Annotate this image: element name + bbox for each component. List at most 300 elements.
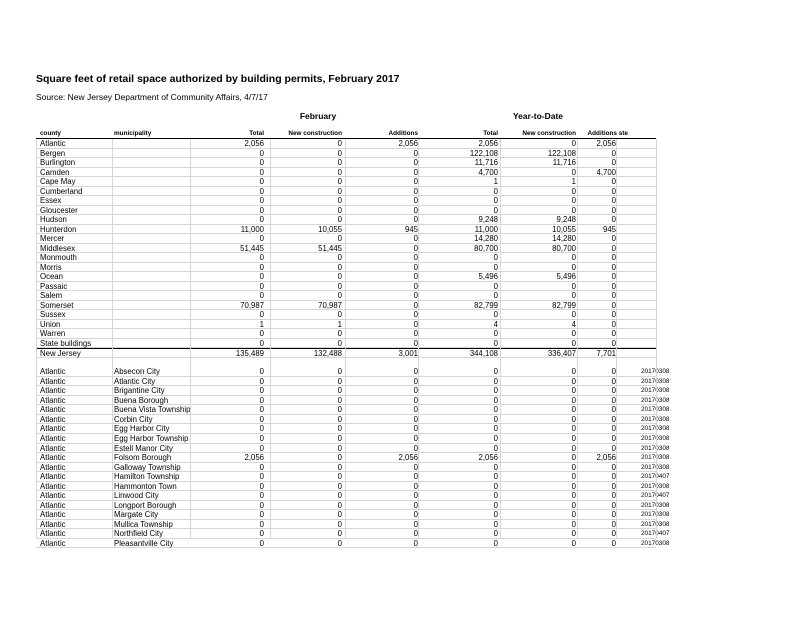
cell-ytd-additions: 2,056 <box>596 453 616 463</box>
table-row <box>36 510 670 520</box>
table-row <box>36 263 656 273</box>
cell-ytd-additions: 0 <box>611 510 616 520</box>
cell-ytd-new-construction: 0 <box>571 491 576 501</box>
cell-total: 0 <box>259 538 264 548</box>
col-header-additions: Additions <box>388 130 418 137</box>
cell-date-code: 20170308 <box>641 539 670 547</box>
cell-new-construction: 0 <box>337 395 342 405</box>
cell-municipality: Corbin City <box>114 414 153 424</box>
cell-county: Cumberland <box>40 186 83 196</box>
table-row <box>36 215 656 225</box>
cell-ytd-new-construction: 0 <box>571 529 576 539</box>
cell-ytd-total: 0 <box>493 491 498 501</box>
table-row <box>36 196 656 206</box>
table-row <box>36 433 670 444</box>
cell-total: 0 <box>259 148 264 158</box>
cell-county: Essex <box>40 196 62 206</box>
cell-date-code: 20170308 <box>641 463 670 471</box>
cell-county: Hunterdon <box>40 224 77 234</box>
cell-new-construction: 0 <box>337 424 342 434</box>
cell-additions: 0 <box>413 310 418 320</box>
cell-total: 0 <box>259 519 264 529</box>
cell-additions: 0 <box>413 281 418 291</box>
cell-ytd-new-construction: 1 <box>571 177 576 187</box>
cell-total: 70,987 <box>240 300 264 310</box>
cell-date-code: 20170308 <box>641 511 670 519</box>
cell-ytd-new-construction: 0 <box>571 462 576 472</box>
cell-county: Atlantic <box>40 386 66 396</box>
cell-ytd-total: 0 <box>493 329 498 339</box>
cell-new-construction: 0 <box>337 510 342 520</box>
table-row <box>36 272 656 282</box>
cell-additions: 0 <box>413 405 418 415</box>
cell-ytd-total: 0 <box>493 310 498 320</box>
cell-ytd-additions: 7,701 <box>596 349 616 359</box>
cell-ytd-total: 0 <box>493 538 498 548</box>
cell-new-construction: 0 <box>337 500 342 510</box>
cell-ytd-total: 0 <box>493 462 498 472</box>
cell-municipality: Hamilton Township <box>114 472 180 482</box>
cell-additions: 0 <box>413 395 418 405</box>
table-row <box>36 310 656 320</box>
cell-ytd-total: 1 <box>493 177 498 187</box>
cell-municipality: Mullica Township <box>114 519 173 529</box>
cell-ytd-additions: 0 <box>611 529 616 539</box>
cell-ytd-additions: 0 <box>611 481 616 491</box>
cell-total: 135,489 <box>235 349 264 359</box>
cell-total: 0 <box>259 414 264 424</box>
cell-new-construction: 0 <box>337 329 342 339</box>
cell-ytd-total: 5,496 <box>478 272 498 282</box>
cell-ytd-new-construction: 0 <box>571 472 576 482</box>
cell-additions: 0 <box>413 291 418 301</box>
cell-new-construction: 132,488 <box>313 349 342 359</box>
cell-ytd-new-construction: 0 <box>571 424 576 434</box>
cell-new-construction: 10,055 <box>318 224 342 234</box>
cell-total: 0 <box>259 462 264 472</box>
cell-ytd-total: 0 <box>493 481 498 491</box>
cell-total: 0 <box>259 367 264 377</box>
cell-total: 0 <box>259 186 264 196</box>
table-row <box>36 291 656 301</box>
cell-ytd-new-construction: 5,496 <box>556 272 576 282</box>
cell-county: Atlantic <box>40 433 66 443</box>
cell-ytd-additions: 0 <box>611 433 616 443</box>
table-row <box>36 538 670 549</box>
cell-new-construction: 0 <box>337 262 342 272</box>
cell-additions: 0 <box>413 272 418 282</box>
cell-new-construction: 0 <box>337 167 342 177</box>
cell-total: 0 <box>259 196 264 206</box>
cell-ytd-additions: 0 <box>611 262 616 272</box>
cell-county: Salem <box>40 291 63 301</box>
table-row <box>36 453 670 463</box>
table-row <box>36 405 670 415</box>
cell-county: Atlantic <box>40 529 66 539</box>
cell-municipality: Linwood City <box>114 491 159 501</box>
cell-ytd-total: 11,000 <box>474 224 498 234</box>
cell-county: Atlantic <box>40 500 66 510</box>
cell-additions: 0 <box>413 243 418 253</box>
cell-new-construction: 0 <box>337 491 342 501</box>
cell-county: Hudson <box>40 215 67 225</box>
cell-date-code: 20170308 <box>641 520 670 528</box>
cell-new-construction: 0 <box>337 177 342 187</box>
cell-ytd-total: 0 <box>493 338 498 348</box>
cell-ytd-new-construction: 122,108 <box>547 148 576 158</box>
cell-additions: 0 <box>413 481 418 491</box>
cell-county: Sussex <box>40 310 66 320</box>
cell-county: Atlantic <box>40 453 66 463</box>
cell-total: 0 <box>259 443 264 453</box>
cell-county: Atlantic <box>40 424 66 434</box>
cell-ytd-additions: 0 <box>611 148 616 158</box>
cell-new-construction: 0 <box>337 472 342 482</box>
cell-ytd-new-construction: 11,716 <box>552 158 576 168</box>
cell-ytd-total: 0 <box>493 405 498 415</box>
cell-new-construction: 0 <box>337 376 342 386</box>
cell-additions: 3,001 <box>398 349 418 359</box>
cell-new-construction: 0 <box>337 310 342 320</box>
cell-additions: 0 <box>413 462 418 472</box>
cell-municipality: Estell Manor City <box>114 443 173 453</box>
cell-total: 0 <box>259 500 264 510</box>
cell-new-construction: 0 <box>337 519 342 529</box>
cell-new-construction: 0 <box>337 196 342 206</box>
cell-ytd-additions: 0 <box>611 205 616 215</box>
cell-additions: 0 <box>413 215 418 225</box>
cell-new-construction: 0 <box>337 405 342 415</box>
cell-total: 0 <box>259 281 264 291</box>
cell-ytd-total: 0 <box>493 262 498 272</box>
table-row <box>36 443 670 454</box>
cell-ytd-new-construction: 10,055 <box>552 224 576 234</box>
report-title: Square feet of retail space authorized by building permits, February 2017 <box>36 73 400 85</box>
cell-ytd-total: 80,700 <box>474 243 498 253</box>
cell-total: 0 <box>259 272 264 282</box>
table-row <box>36 168 656 178</box>
col-header-ytd-total: Total <box>483 130 498 137</box>
cell-ytd-total: 0 <box>493 196 498 206</box>
table-row <box>36 244 656 254</box>
report-source: Source: New Jersey Department of Community Affairs, 4/7/17 <box>36 92 268 102</box>
table-row <box>36 320 656 330</box>
cell-ytd-additions: 0 <box>611 405 616 415</box>
cell-date-code: 20170407 <box>641 530 670 538</box>
cell-ytd-total: 0 <box>493 433 498 443</box>
cell-total: 0 <box>259 167 264 177</box>
cell-ytd-total: 4 <box>493 319 498 329</box>
cell-ytd-additions: 0 <box>611 443 616 453</box>
cell-ytd-new-construction: 4 <box>571 319 576 329</box>
cell-date-code: 20170308 <box>641 501 670 509</box>
cell-total: 0 <box>259 338 264 348</box>
cell-ytd-total: 0 <box>493 253 498 263</box>
table-row <box>36 462 670 473</box>
table-row <box>36 253 656 263</box>
cell-ytd-total: 9,248 <box>478 215 498 225</box>
cell-additions: 0 <box>413 253 418 263</box>
cell-ytd-additions: 0 <box>611 300 616 310</box>
cell-ytd-new-construction: 0 <box>571 291 576 301</box>
cell-county: Atlantic <box>40 481 66 491</box>
cell-ytd-total: 2,056 <box>478 453 498 463</box>
cell-ytd-new-construction: 0 <box>571 414 576 424</box>
cell-additions: 0 <box>413 205 418 215</box>
cell-county: Atlantic <box>40 462 66 472</box>
cell-county: Cape May <box>40 177 76 187</box>
grid-line <box>270 139 271 539</box>
cell-municipality: Margate City <box>114 510 159 520</box>
cell-ytd-total: 4,700 <box>478 167 498 177</box>
cell-ytd-total: 0 <box>493 424 498 434</box>
cell-new-construction: 0 <box>337 367 342 377</box>
cell-ytd-total: 0 <box>493 367 498 377</box>
grid-line <box>112 139 113 539</box>
cell-additions: 0 <box>413 300 418 310</box>
cell-ytd-total: 344,108 <box>469 349 498 359</box>
table-row <box>36 414 670 425</box>
cell-additions: 0 <box>413 177 418 187</box>
cell-ytd-additions: 0 <box>611 215 616 225</box>
table-row <box>36 225 656 235</box>
cell-additions: 0 <box>413 329 418 339</box>
cell-ytd-additions: 0 <box>611 253 616 263</box>
cell-date-code: 20170308 <box>641 406 670 414</box>
cell-ytd-new-construction: 0 <box>571 205 576 215</box>
cell-ytd-additions: 2,056 <box>596 139 616 148</box>
cell-new-construction: 0 <box>337 139 342 148</box>
cell-total: 0 <box>259 205 264 215</box>
cell-municipality: Atlantic City <box>114 376 156 386</box>
cell-additions: 0 <box>413 529 418 539</box>
cell-ytd-additions: 0 <box>611 243 616 253</box>
table-row <box>36 282 656 292</box>
cell-additions: 0 <box>413 386 418 396</box>
cell-ytd-new-construction: 0 <box>571 367 576 377</box>
cell-ytd-additions: 0 <box>611 291 616 301</box>
cell-new-construction: 70,987 <box>318 300 342 310</box>
cell-municipality: Egg Harbor City <box>114 424 170 434</box>
cell-additions: 0 <box>413 414 418 424</box>
cell-ytd-new-construction: 9,248 <box>556 215 576 225</box>
cell-new-construction: 0 <box>337 205 342 215</box>
cell-new-construction: 0 <box>337 414 342 424</box>
cell-ytd-total: 0 <box>493 529 498 539</box>
cell-ytd-new-construction: 0 <box>571 386 576 396</box>
cell-additions: 0 <box>413 367 418 377</box>
cell-total: 0 <box>259 424 264 434</box>
cell-ytd-additions: 0 <box>611 424 616 434</box>
cell-total: 0 <box>259 234 264 244</box>
cell-additions: 945 <box>404 224 418 234</box>
group-header-february: February <box>299 111 337 121</box>
table-row <box>36 481 670 492</box>
cell-ytd-new-construction: 0 <box>571 500 576 510</box>
cell-date-code: 20170308 <box>641 434 670 442</box>
cell-total: 0 <box>259 253 264 263</box>
grid-line <box>345 139 346 539</box>
cell-date-code: 20170308 <box>641 387 670 395</box>
cell-new-construction: 0 <box>337 215 342 225</box>
cell-ytd-additions: 0 <box>611 329 616 339</box>
cell-ytd-additions: 0 <box>611 196 616 206</box>
cell-county: Atlantic <box>40 491 66 501</box>
table-row <box>36 177 656 187</box>
cell-municipality: Longport Borough <box>114 500 177 510</box>
cell-county: Somerset <box>40 300 74 310</box>
cell-total: 0 <box>259 329 264 339</box>
col-header-municipality: municipality <box>114 130 152 137</box>
cell-ytd-additions: 0 <box>611 158 616 168</box>
cell-total: 0 <box>259 262 264 272</box>
cell-ytd-new-construction: 0 <box>571 510 576 520</box>
cell-new-construction: 0 <box>337 291 342 301</box>
cell-ytd-additions: 0 <box>611 272 616 282</box>
cell-new-construction: 0 <box>337 481 342 491</box>
cell-additions: 2,056 <box>398 139 418 148</box>
cell-ytd-additions: 0 <box>611 395 616 405</box>
cell-ytd-new-construction: 0 <box>571 139 576 148</box>
cell-ytd-total: 0 <box>493 500 498 510</box>
data-table-body <box>36 139 670 548</box>
cell-additions: 0 <box>413 491 418 501</box>
cell-total: 0 <box>259 310 264 320</box>
cell-ytd-total: 0 <box>493 186 498 196</box>
table-row <box>36 500 670 511</box>
table-row <box>36 367 670 377</box>
cell-new-construction: 0 <box>337 272 342 282</box>
grid-line <box>418 139 419 539</box>
cell-total: 0 <box>259 177 264 187</box>
table-row <box>36 329 656 339</box>
cell-new-construction: 0 <box>337 433 342 443</box>
cell-municipality: Buena Borough <box>114 395 169 405</box>
cell-ytd-new-construction: 0 <box>571 395 576 405</box>
cell-county: Burlington <box>40 158 76 168</box>
cell-county: State buildings <box>40 338 92 348</box>
table-row <box>36 472 670 482</box>
cell-ytd-additions: 0 <box>611 310 616 320</box>
cell-ytd-additions: 0 <box>611 386 616 396</box>
cell-county: Atlantic <box>40 538 66 548</box>
cell-ytd-new-construction: 82,799 <box>552 300 576 310</box>
cell-additions: 2,056 <box>398 453 418 463</box>
grid-line <box>656 139 657 539</box>
cell-ytd-additions: 0 <box>611 500 616 510</box>
col-header-new-construction: New construction <box>288 130 342 137</box>
section-spacer <box>36 358 656 368</box>
cell-date-code: 20170308 <box>641 444 670 452</box>
cell-additions: 0 <box>413 234 418 244</box>
cell-additions: 0 <box>413 196 418 206</box>
column-header-row <box>36 130 656 139</box>
cell-new-construction: 0 <box>337 529 342 539</box>
state-total-row <box>36 348 656 358</box>
cell-county: Union <box>40 319 61 329</box>
cell-total: 0 <box>259 529 264 539</box>
cell-ytd-additions: 0 <box>611 234 616 244</box>
cell-ytd-new-construction: 0 <box>571 196 576 206</box>
table-row <box>36 395 670 406</box>
cell-new-construction: 0 <box>337 253 342 263</box>
cell-ytd-total: 0 <box>493 414 498 424</box>
cell-additions: 0 <box>413 519 418 529</box>
cell-ytd-total: 0 <box>493 395 498 405</box>
cell-municipality: Galloway Township <box>114 462 181 472</box>
cell-ytd-new-construction: 0 <box>571 405 576 415</box>
cell-new-construction: 0 <box>337 462 342 472</box>
cell-ytd-additions: 4,700 <box>596 167 616 177</box>
cell-ytd-additions: 0 <box>611 519 616 529</box>
cell-county: Atlantic <box>40 414 66 424</box>
cell-new-construction: 0 <box>337 234 342 244</box>
cell-total: 0 <box>259 472 264 482</box>
table-row <box>36 301 656 311</box>
table-row <box>36 149 656 159</box>
cell-ytd-new-construction: 0 <box>571 329 576 339</box>
cell-new-construction: 0 <box>337 186 342 196</box>
cell-county: Mercer <box>40 234 65 244</box>
cell-ytd-additions: 0 <box>611 491 616 501</box>
cell-date-code: 20170407 <box>641 492 670 500</box>
cell-new-construction: 0 <box>337 148 342 158</box>
cell-date-code: 20170308 <box>641 454 670 462</box>
table-row <box>36 234 656 244</box>
cell-ytd-new-construction: 0 <box>571 443 576 453</box>
cell-new-construction: 51,445 <box>318 243 342 253</box>
table-row <box>36 376 670 387</box>
cell-county: Gloucester <box>40 205 78 215</box>
cell-ytd-total: 0 <box>493 386 498 396</box>
cell-date-code: 20170308 <box>641 377 670 385</box>
grid-line <box>190 139 191 539</box>
cell-total: 0 <box>259 491 264 501</box>
cell-additions: 0 <box>413 158 418 168</box>
cell-county: Atlantic <box>40 405 66 415</box>
cell-ytd-total: 11,716 <box>474 158 498 168</box>
cell-county: Bergen <box>40 148 66 158</box>
table-row <box>36 424 670 434</box>
cell-ytd-additions: 0 <box>611 319 616 329</box>
cell-ytd-total: 0 <box>493 376 498 386</box>
cell-additions: 0 <box>413 148 418 158</box>
cell-ytd-total: 122,108 <box>469 148 498 158</box>
cell-additions: 0 <box>413 510 418 520</box>
grid-line <box>577 139 578 539</box>
cell-ytd-total: 0 <box>493 519 498 529</box>
cell-municipality: Pleasantville City <box>114 538 174 548</box>
cell-ytd-new-construction: 0 <box>571 453 576 463</box>
cell-total: 2,056 <box>244 453 264 463</box>
grid-line <box>36 139 37 539</box>
cell-ytd-additions: 0 <box>611 367 616 377</box>
cell-new-construction: 1 <box>337 319 342 329</box>
table-row <box>36 491 670 501</box>
cell-ytd-new-construction: 14,280 <box>552 234 576 244</box>
cell-ytd-new-construction: 0 <box>571 253 576 263</box>
cell-total: 0 <box>259 386 264 396</box>
table-row <box>36 529 670 539</box>
cell-ytd-additions: 0 <box>611 472 616 482</box>
cell-ytd-total: 0 <box>493 472 498 482</box>
cell-additions: 0 <box>413 167 418 177</box>
grid-line <box>616 139 617 539</box>
cell-ytd-total: 2,056 <box>478 139 498 148</box>
cell-ytd-new-construction: 0 <box>571 481 576 491</box>
cell-additions: 0 <box>413 319 418 329</box>
cell-total: 0 <box>259 158 264 168</box>
